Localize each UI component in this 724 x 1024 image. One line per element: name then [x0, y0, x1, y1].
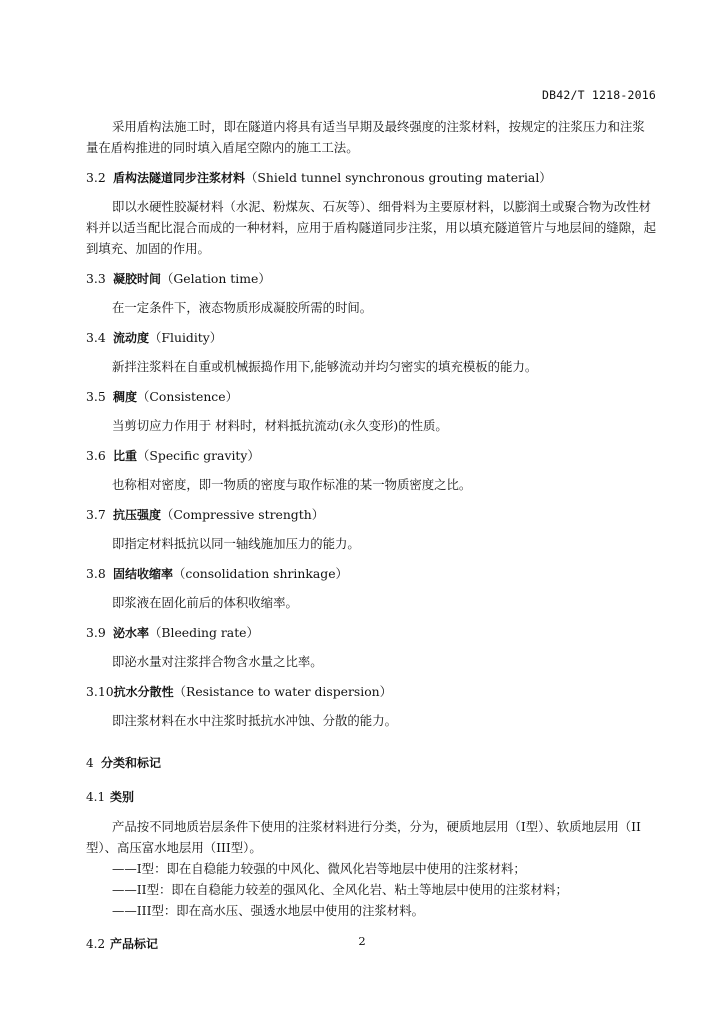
section-4-title — [86, 753, 656, 774]
definition-english-term: （Compressive strength） — [161, 507, 325, 522]
definition-title — [86, 563, 656, 585]
definition-title — [86, 445, 656, 467]
definition-english-term: （Shield tunnel synchronous grouting material） — [245, 170, 552, 185]
definition-title — [86, 167, 656, 189]
subsection-number: 4.1 — [86, 790, 106, 804]
page-number: 2 — [358, 934, 366, 948]
header-standard-code: DB42/T 1218-2016 — [542, 88, 656, 102]
definition-english-term: （Fluidity） — [149, 330, 223, 345]
definition-item — [86, 445, 656, 495]
section-4-1-title — [86, 787, 656, 808]
definition-term: 稠度 — [113, 390, 138, 404]
definition-title — [86, 622, 656, 644]
definition-item — [86, 681, 656, 731]
definition-number: 3.9 — [86, 625, 106, 640]
type-list-item: ——III型：即在高水压、强透水地层中使用的注浆材料。 — [112, 903, 425, 918]
definition-term: 抗水分散性 — [113, 685, 174, 699]
definition-item — [86, 622, 656, 672]
definition-term: 泌水率 — [113, 626, 150, 640]
definition-item — [86, 167, 656, 259]
definition-body: 当剪切应力作用于 材料时，材料抵抗流动(永久变形)的性质。 — [112, 418, 448, 433]
definition-title — [86, 681, 656, 703]
section-heading: 分类和标记 — [101, 756, 162, 770]
definition-number: 3.7 — [86, 507, 106, 522]
document-body — [86, 116, 656, 955]
subsection-number: 4.2 — [86, 937, 106, 951]
definition-body: 也称相对密度，即一物质的密度与取作标准的某一物质密度之比。 — [112, 477, 472, 492]
definition-term: 盾构法隧道同步注浆材料 — [113, 171, 246, 185]
definition-body: 即浆液在固化前后的体积收缩率。 — [112, 595, 298, 610]
definition-term: 固结收缩率 — [113, 567, 174, 581]
type-list-item: ——I型：即在自稳能力较强的中风化、微风化岩等地层中使用的注浆材料； — [112, 861, 526, 876]
definition-term: 比重 — [113, 449, 138, 463]
definition-body: 即指定材料抵抗以同一轴线施加压力的能力。 — [112, 536, 360, 551]
definition-number: 3.4 — [86, 330, 106, 345]
type-list-item: ——II型：即在自稳能力较差的强风化、全风化岩、粘土等地层中使用的注浆材料； — [112, 882, 568, 897]
definition-body: 新拌注浆料在自重或机械振捣作用下,能够流动并均匀密实的填充模板的能力。 — [112, 359, 538, 374]
definition-english-term: （Specific gravity） — [137, 448, 260, 463]
definition-item — [86, 563, 656, 613]
definition-english-term: （Consistence） — [137, 389, 238, 404]
definition-number: 3.8 — [86, 566, 106, 581]
definition-body: 即以水硬性胶凝材料（水泥、粉煤灰、石灰等）、细骨料为主要原材料，以膨润土或聚合物为改性材料并以适当配比混合而成的一种材料，应用于盾构隧道同步注浆，用以填充隧道管片与地层间的缝隙，起到填充、加固的作用。 — [86, 199, 656, 256]
definition-english-term: （Resistance to water dispersion） — [173, 684, 393, 699]
definition-body: 在一定条件下，液态物质形成凝胶所需的时间。 — [112, 300, 373, 315]
definition-term: 流动度 — [113, 331, 150, 345]
definition-number: 3.2 — [86, 170, 106, 185]
definition-number: 3.10 — [86, 684, 114, 699]
subsection-heading: 产品标记 — [110, 937, 159, 951]
definition-body: 即泌水量对注浆拌合物含水量之比率。 — [112, 654, 323, 669]
definition-item — [86, 327, 656, 377]
definition-number: 3.3 — [86, 271, 106, 286]
definitions-list — [86, 167, 656, 731]
definition-title — [86, 386, 656, 408]
definition-item — [86, 504, 656, 554]
subsection-heading: 类别 — [110, 790, 135, 804]
definition-english-term: （consolidation shrinkage） — [173, 566, 348, 581]
definition-number: 3.6 — [86, 448, 106, 463]
definition-english-term: （Bleeding rate） — [149, 625, 259, 640]
definition-term: 抗压强度 — [113, 508, 162, 522]
definition-title — [86, 268, 656, 290]
definition-number: 3.5 — [86, 389, 106, 404]
intro-paragraph: 采用盾构法施工时，即在隧道内将具有适当早期及最终强度的注浆材料，按规定的注浆压力和注浆量在盾构推进的同时填入盾尾空隙内的施工工法。 — [86, 119, 645, 155]
definition-english-term: （Gelation time） — [161, 271, 271, 286]
definition-term: 凝胶时间 — [113, 272, 162, 286]
definition-title — [86, 327, 656, 349]
section-number: 4 — [86, 756, 94, 770]
definition-item — [86, 268, 656, 318]
definition-title — [86, 504, 656, 526]
section-4-1-body: 产品按不同地质岩层条件下使用的注浆材料进行分类，分为，硬质地层用（I型）、软质地层用（II型）、高压富水地层用（III型）。 — [86, 819, 641, 855]
definition-item — [86, 386, 656, 436]
definition-body: 即注浆材料在水中注浆时抵抗水冲蚀、分散的能力。 — [112, 713, 397, 728]
